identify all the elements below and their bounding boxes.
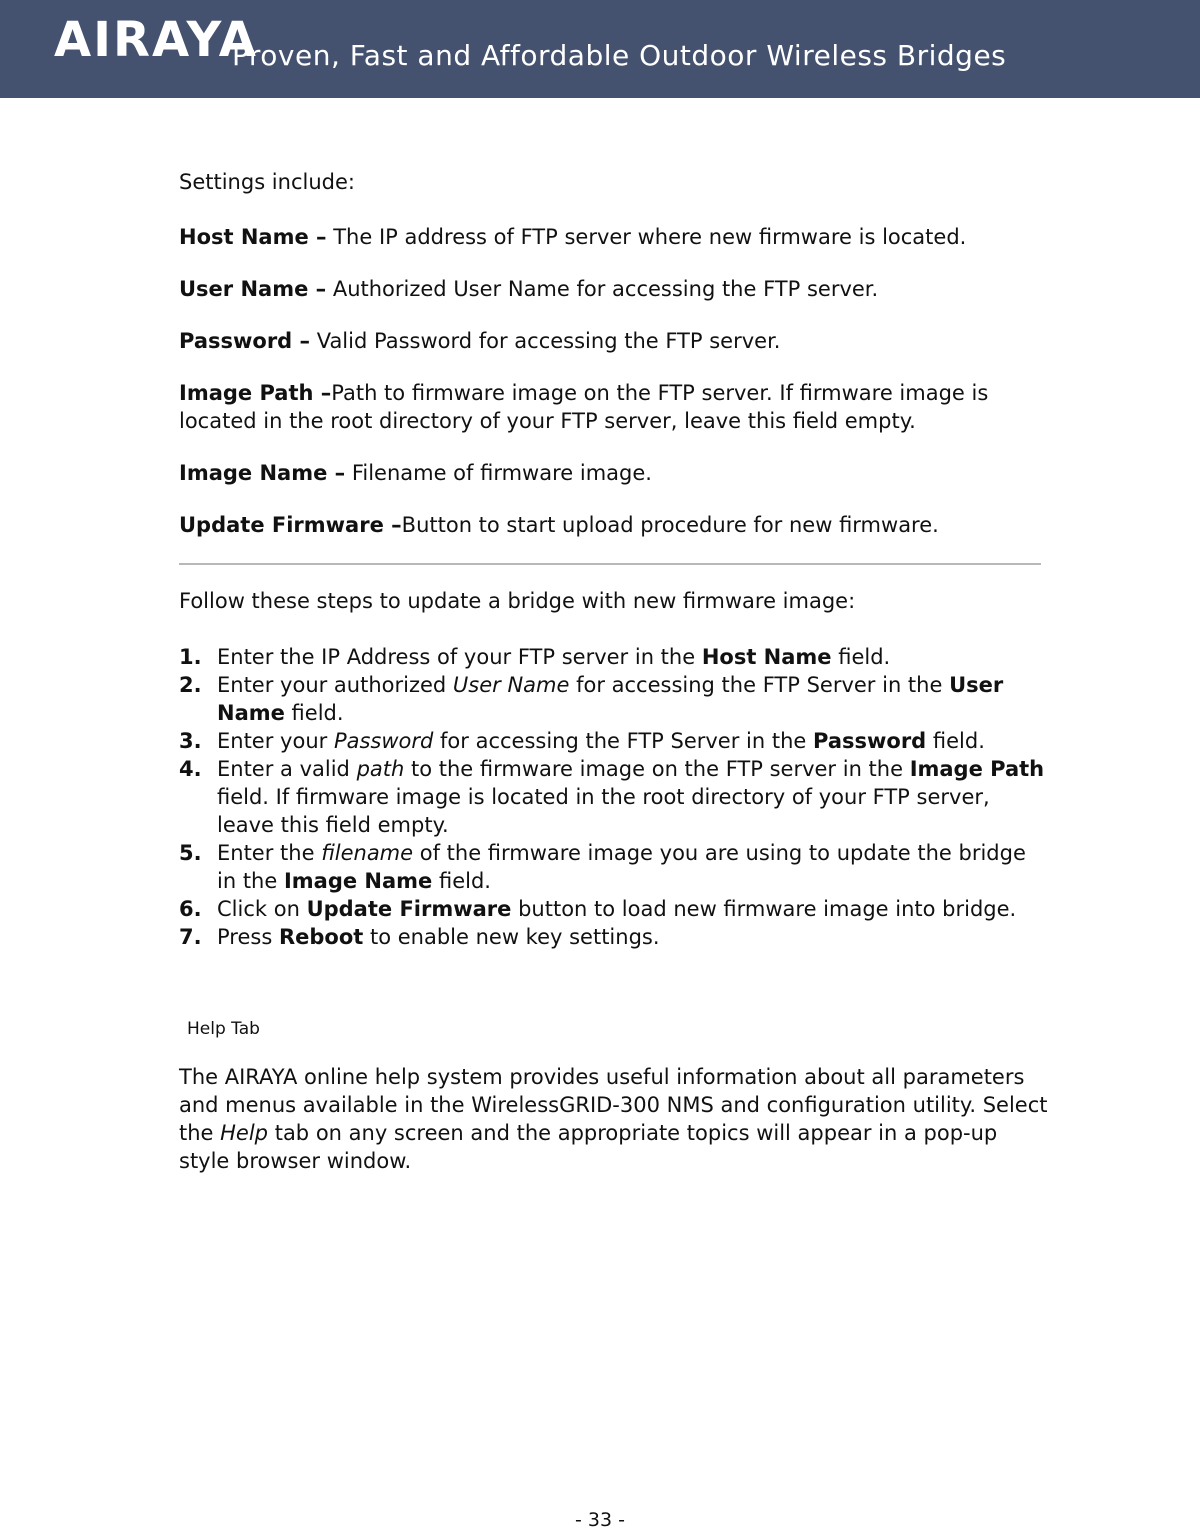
definition-image-path: [179, 379, 1049, 435]
definition-text: Valid Password for accessing the FTP server.: [310, 329, 781, 353]
header-tagline: Proven, Fast and Affordable Outdoor Wireless Bridges: [232, 39, 1007, 72]
airaya-logo: AIRAYA: [54, 12, 258, 68]
definition-term: User Name –: [179, 277, 327, 301]
step-number: 7.: [179, 925, 202, 949]
definition-user-name: [179, 275, 1049, 303]
step-number: 2.: [179, 673, 202, 697]
definition-text: Authorized User Name for accessing the FTP server.: [326, 277, 879, 301]
definition-text: Button to start upload procedure for new firmware.: [401, 513, 939, 537]
help-paragraph: The AIRAYA online help system provides useful information about all parameters and menus available in the WirelessGRID-300 NMS and configuration utility. Select the Help tab on any screen and the appropriate topics will appear in a pop-up style browser window.: [179, 1065, 1048, 1173]
step-number: 4.: [179, 757, 202, 781]
definition-term: Host Name –: [179, 225, 327, 249]
definition-image-name: [179, 459, 1049, 487]
step-item: 2. Enter your authorized User Name for accessing the FTP Server in the User Name field.: [179, 673, 1004, 725]
definition-term: Password –: [179, 329, 311, 353]
definition-term: Image Path –: [179, 381, 332, 405]
definition-text: The IP address of FTP server where new firmware is located.: [326, 225, 967, 249]
step-item: 4. Enter a valid path to the firmware image on the FTP server in the Image Path field. If firmware image is located in the root directory of your FTP server, leave this field empty.: [179, 757, 1045, 837]
page-header: [0, 0, 1200, 98]
definition-password: [179, 327, 1049, 355]
definition-term: Image Name –: [179, 461, 346, 485]
document-body: [179, 168, 1049, 1175]
help-tab-heading: Help Tab: [187, 1019, 260, 1039]
steps-intro: Follow these steps to update a bridge with new firmware image:: [179, 589, 856, 613]
step-number: 3.: [179, 729, 202, 753]
step-item: 5. Enter the filename of the firmware image you are using to update the bridge in the Image Name field.: [179, 841, 1026, 893]
settings-intro: Settings include:: [179, 170, 355, 194]
section-divider: [179, 563, 1041, 565]
step-item: 7. Press Reboot to enable new key settings.: [179, 925, 660, 949]
definition-host-name: [179, 223, 1049, 251]
steps-list: [179, 643, 1049, 951]
definition-text: Filename of firmware image.: [345, 461, 652, 485]
step-number: 5.: [179, 841, 202, 865]
definition-text: Path to firmware image on the FTP server. If firmware image is located in the root directory of your FTP server, leave this field empty.: [179, 381, 989, 433]
definition-update-firmware: [179, 511, 1049, 539]
step-number: 1.: [179, 645, 202, 669]
step-item: 1. Enter the IP Address of your FTP server in the Host Name field.: [179, 645, 891, 669]
step-item: 6. Click on Update Firmware button to load new firmware image into bridge.: [179, 897, 1017, 921]
page-number: - 33 -: [575, 1509, 625, 1531]
definition-term: Update Firmware –: [179, 513, 402, 537]
step-item: 3. Enter your Password for accessing the FTP Server in the Password field.: [179, 729, 985, 753]
step-number: 6.: [179, 897, 202, 921]
